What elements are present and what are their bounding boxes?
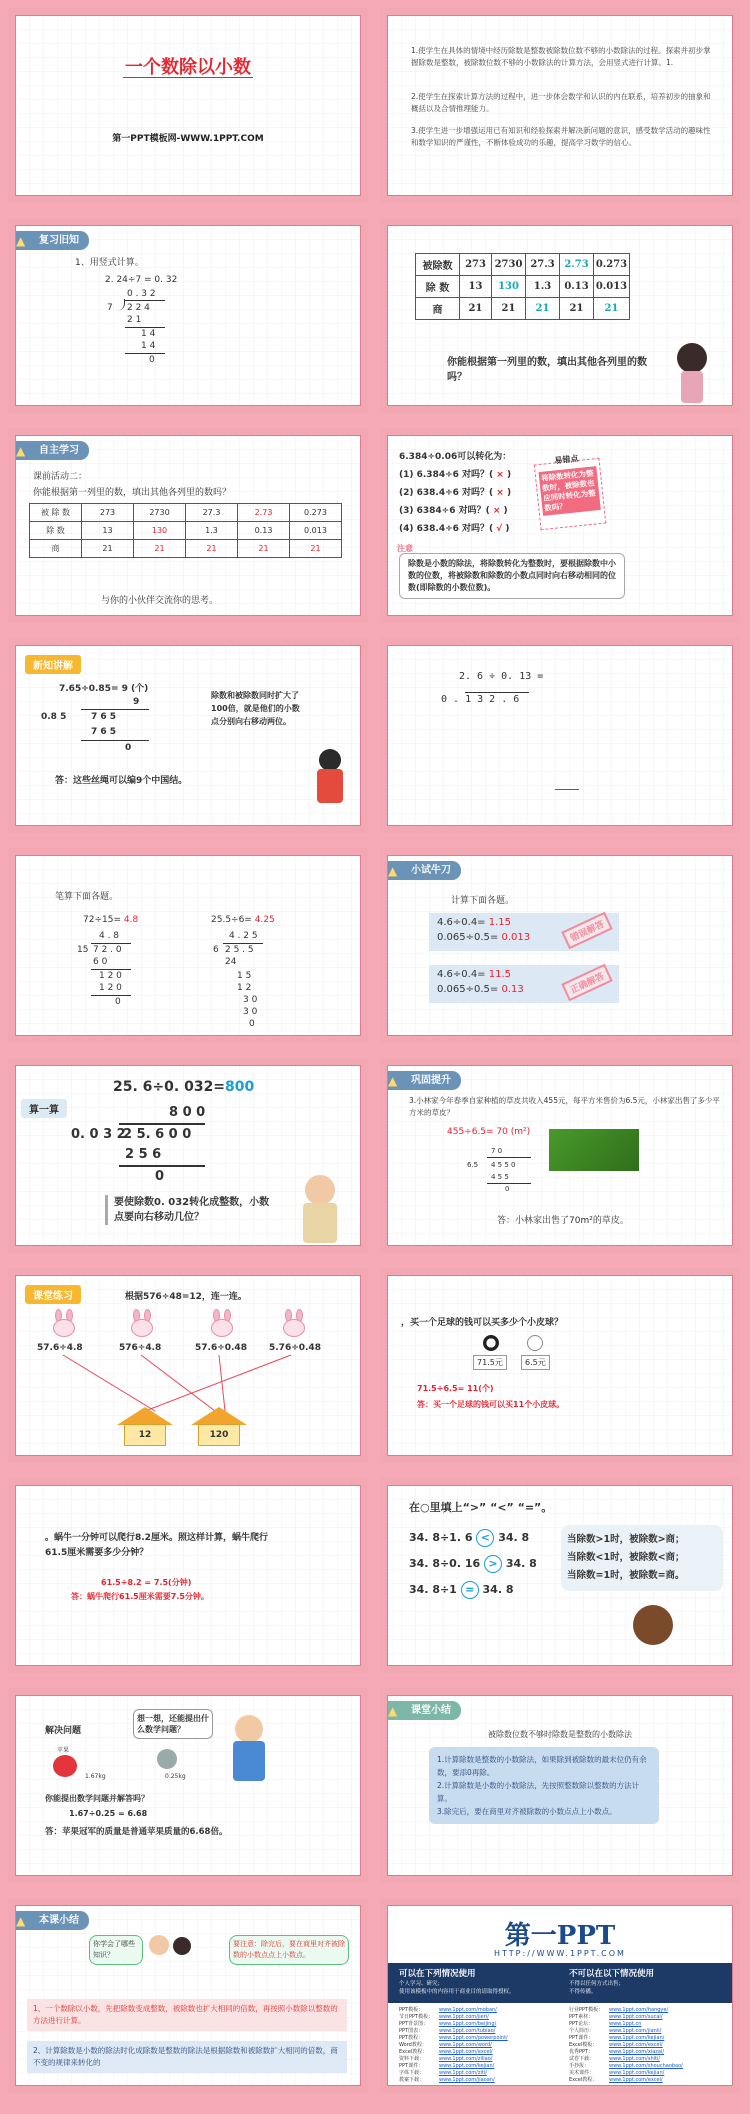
question: 1、用竖式计算。	[75, 258, 144, 268]
divisor: 0.8 5	[41, 712, 67, 722]
dividend: 4 5 5 0	[491, 1161, 516, 1169]
slide-new-knowledge	[8, 638, 368, 833]
quotient: 8 0 0	[169, 1105, 206, 1120]
quotient: 7 0	[491, 1147, 503, 1155]
question: 。蜗牛一分钟可以爬行8.2厘米。照这样计算，蜗牛爬行61.5厘米需要多少分钟？	[45, 1533, 268, 1558]
tip-bubble: 要注意：除完后，要在商里对齐被除数的小数点点上小数点。	[229, 1935, 349, 1965]
product: 7 6 5	[91, 727, 117, 737]
answer: 答：小林家出售了70m²的草皮。	[497, 1216, 629, 1226]
objective-1: 1.使学生在具体的情境中经历除数是整数被除数位数不够的小数除法的过程。探索并初步掌握除数是整数，被除数位数不够的小数除法的计算方法，会用竖式进行计算。1.	[411, 46, 711, 67]
slide-try	[380, 848, 740, 1043]
title-underline	[123, 77, 253, 78]
explanation-bubble: 除数和被除数同时扩大了100倍，就是他们的小数点分别向右移动两位。	[211, 691, 300, 726]
match-lines	[15, 1275, 361, 1456]
link-row[interactable]: 字体下载： www.1ppt.com/ziti/	[399, 2070, 487, 2076]
question-bubble: 你能根据第一列里的数，填出其他各列里的数吗？	[447, 357, 647, 383]
section-header: ▲ 自主学习	[13, 441, 89, 460]
conversion-title: 6.384÷0.06可以转化为：	[399, 452, 512, 462]
slide-conversion	[380, 428, 740, 623]
expr-2: 576÷4.8	[119, 1343, 162, 1353]
slide-objectives	[380, 8, 740, 203]
eq-1: 72÷15= 4.8	[83, 915, 139, 925]
quotient: 4 . 2 5	[229, 931, 258, 941]
point-1: 1、一个数除以小数，先把除数变成整数，被除数也扩大相同的倍数，再按照小数除以整数的方法进行计算。	[27, 1999, 347, 2031]
tip-card: 易错点 将除数转化为整数时，被除数也应同时转化为整数吗？	[534, 458, 607, 531]
step: 6 0	[93, 957, 108, 967]
slide-apple	[8, 1688, 368, 1883]
wrong-stamp: 错误解答	[561, 912, 613, 950]
prompt: 你能提出数学问题并解答吗？	[45, 1794, 149, 1803]
link-row[interactable]: PPT论坛： www.1ppt.cn	[569, 2021, 642, 2027]
remainder: 0	[249, 1019, 255, 1029]
long-division: 0 . 1 3 2 . 6	[441, 694, 520, 705]
section-tag: 课堂练习	[25, 1285, 81, 1304]
house-12: 12	[117, 1407, 173, 1447]
section-title: 解决问题	[45, 1726, 82, 1736]
equation: 25. 6÷0. 032=	[113, 1079, 226, 1095]
girl-illustration	[677, 343, 707, 373]
divisor: 15	[77, 945, 89, 955]
apple-icon	[53, 1755, 77, 1777]
hat-icon: ▲	[16, 1914, 26, 1928]
summary-title: 被除数位数不够时除数是整数的小数除法	[488, 1730, 632, 1739]
link-row[interactable]: Excel模板： www.1ppt.com/excel/	[569, 2042, 663, 2048]
summary-box: 1.计算除数是整数的小数除法，如果除到被除数的最末位仍有余数，要添0再除。 2.计算除数是小数的小数除法，先按照整数除以整数的方法计算。 3.除完后，要在商里对齐被除数的小数点点上小数点。	[429, 1747, 659, 1824]
answer: 答：这些丝绳可以编9个中国结。	[55, 776, 188, 786]
slide-lesson-summary	[8, 1898, 368, 2093]
dividend: 2 5. 6 0 0	[123, 1127, 192, 1142]
step: 1 4	[141, 329, 156, 339]
quotient: 9	[133, 697, 140, 707]
link-row[interactable]: 手抄报： www.1ppt.com/shouchaobao/	[569, 2063, 683, 2069]
section-header: ▲ 本课小结	[13, 1911, 89, 1930]
compare-row-2: 34. 8÷0. 16 > 34. 8	[409, 1555, 537, 1573]
note-box: 除数是小数的除法，将除数转化为整数时，要根据除数中小数的位数，将被除数和除数的小数点同时向右移动相同的位数(即除数的小数位数)。	[399, 553, 625, 599]
rule-box: 当除数>1时，被除数>商； 当除数<1时，被除数<商； 当除数=1时，被除数=商。	[561, 1525, 723, 1591]
ball-price: 6.5元	[521, 1355, 550, 1370]
hat-icon: ▲	[388, 1074, 398, 1088]
quotient: 0 . 3 2	[127, 289, 156, 299]
equation: 71.5÷6.5= 11(个)	[417, 1384, 494, 1393]
link-row[interactable]: PPT素材： www.1ppt.com/sucai/	[569, 2014, 663, 2020]
slide-consolidate	[380, 1058, 740, 1253]
link-row[interactable]: 行业PPT模板： www.1ppt.com/hangye/	[569, 2007, 669, 2013]
answer: 800	[225, 1079, 255, 1095]
equation: 61.5÷8.2 = 7.5(分钟)	[101, 1578, 192, 1587]
remainder: 0	[115, 997, 121, 1007]
step: 2 1	[127, 315, 142, 325]
item-3: (3) 6384÷6 对吗？( × )	[399, 506, 508, 516]
expr-1: 57.6÷4.8	[37, 1343, 83, 1353]
slide-self-study	[8, 428, 368, 623]
football-price: 71.5元	[473, 1355, 507, 1370]
divisor: 7	[107, 303, 113, 313]
remainder: 0	[125, 743, 132, 753]
slide-footer-info	[380, 1898, 740, 2093]
student-illustration	[173, 1937, 191, 1955]
link-row[interactable]: Excel教程： www.1ppt.com/excel/	[399, 2049, 493, 2055]
slide-class-practice	[8, 1268, 368, 1463]
question: 计算下面各题。	[451, 896, 515, 906]
point-2: 2、计算除数是小数的除法时化成除数是整数的除法是根据除数和被除数扩大相同的倍数，商不变的规律来转化的	[27, 2041, 347, 2073]
question: 你能根据第一列里的数，填出其他各列里的数吗？	[33, 488, 232, 498]
hat-icon: ▲	[388, 1704, 398, 1718]
boy-illustration	[319, 749, 341, 771]
slide-summary	[380, 1688, 740, 1883]
step: 1 2 0	[99, 983, 122, 993]
item-2: (2) 638.4÷6 对吗？( × )	[399, 488, 512, 498]
step: 1 2 0	[99, 971, 122, 981]
link-row[interactable]: 节日PPT模板： www.1ppt.com/jieri/	[399, 2014, 489, 2020]
lesson-title: 一个数除以小数	[125, 57, 251, 78]
step: 1 4	[141, 341, 156, 351]
correct-box: 4.6÷0.4= 11.5 0.065÷0.5= 0.13	[429, 965, 619, 1003]
teacher-illustration	[149, 1935, 169, 1955]
remainder: 0	[505, 1185, 510, 1193]
apple-label: 苹果	[57, 1747, 70, 1754]
correct-stamp: 正确解答	[561, 964, 613, 1002]
footer-text: 与你的小伙伴交流你的思考。	[101, 596, 219, 606]
house-120: 120	[191, 1407, 247, 1447]
instruction: 在○里填上“>” “<” “=”。	[409, 1501, 553, 1514]
remainder: 0	[149, 355, 155, 365]
equation: 7.65÷0.85= 9 (个)	[59, 684, 149, 694]
question-bubble: 你学会了哪些知识？	[89, 1935, 143, 1965]
logo: 第一PPT	[504, 1921, 616, 1951]
site-url: HTTP://WWW.1PPT.COM	[494, 1949, 626, 1958]
link-row[interactable]: 优秀PPT： www.1ppt.com/xiazai/	[569, 2049, 665, 2055]
quotient: 4 . 8	[99, 931, 120, 941]
question: ，买一个足球的钱可以买多少个小皮球？	[401, 1318, 564, 1328]
slide-table	[380, 218, 740, 413]
equation: 2. 24÷7 = 0. 32	[105, 275, 178, 285]
link-row[interactable]: PPT课件： www.1ppt.com/kejian/	[569, 2035, 665, 2041]
kid-illustration	[235, 1715, 263, 1743]
link-row[interactable]: Word教程： www.1ppt.com/word/	[399, 2042, 492, 2048]
slide-example	[380, 638, 740, 833]
links-col-1	[399, 2007, 508, 2084]
divisor: 6	[213, 945, 219, 955]
link-row[interactable]: 美术课件： www.1ppt.com/kejian/	[569, 2070, 665, 2076]
grass-photo	[549, 1129, 639, 1171]
hint-bubble: 要使除数0. 032转化成整数，小数点要向右移动几位？	[105, 1195, 275, 1225]
slide-review	[8, 218, 368, 413]
step: 3 0	[243, 995, 258, 1005]
slide-practice-calc	[8, 848, 368, 1043]
link-row[interactable]: PPT课件： www.1ppt.com/kejian/	[399, 2063, 495, 2069]
expr-3: 57.6÷0.48	[195, 1343, 247, 1353]
link-row[interactable]: 试卷下载： www.1ppt.com/shiti/	[569, 2056, 661, 2062]
quotient-table: 被除数 273 2730 27.3 2.73 0.273 除 数 13 130 1.3 0.13 0.013 商 21 21 21 21 21	[415, 253, 630, 320]
link-row[interactable]: Excel教程： www.1ppt.com/excel/	[569, 2077, 663, 2083]
apple-weight-2: 0.25kg	[165, 1773, 186, 1780]
instruction: 根据576÷48=12，连一连。	[125, 1292, 247, 1302]
hat-icon: ▲	[388, 864, 398, 878]
link-row[interactable]: 教案下载： www.1ppt.com/jiaoan/	[399, 2077, 495, 2083]
slide-football	[380, 1268, 740, 1463]
equation: 455÷6.5= 70 (m²)	[447, 1127, 531, 1137]
section-header: ▲ 巩固提升	[385, 1071, 461, 1090]
links-col-2	[569, 2007, 683, 2084]
divisor: 6.5	[467, 1161, 479, 1169]
equation: 2. 6 ÷ 0. 13 =	[459, 671, 544, 682]
slide-calculate	[8, 1058, 368, 1253]
dividend: 7 2 . 0	[93, 945, 122, 955]
link-row[interactable]: PPT教程： www.1ppt.com/powerpoint/	[399, 2035, 508, 2041]
eq-2: 25.5÷6= 4.25	[211, 915, 275, 925]
football-icon	[483, 1335, 499, 1351]
slide-compare	[380, 1478, 740, 1673]
section-tag: 算一算	[21, 1099, 67, 1118]
link-row[interactable]: PPT图表： www.1ppt.com/tubiao/	[399, 2028, 496, 2034]
dividend: 2 2 4	[127, 303, 150, 313]
compare-row-3: 34. 8÷1 = 34. 8	[409, 1581, 514, 1599]
slide-snail	[8, 1478, 368, 1673]
section-header: ▲ 小试牛刀	[385, 861, 461, 880]
subtitle: 第一PPT模板网-WWW.1PPT.COM	[112, 134, 264, 144]
activity-table: 被 除 数 273 2730 27.3 2.73 0.273 除 数 13 130 1.3 0.13 0.013 商 21 21 21 21 21	[29, 503, 342, 558]
dividend: 7 6 5	[91, 712, 117, 722]
item-4: (4) 638.4÷6 对吗？( √ )	[399, 524, 510, 534]
monkey-illustration	[633, 1605, 673, 1645]
question-bubble: 想一想，还能提出什么数学问题？	[133, 1709, 213, 1739]
question: 笔算下面各题。	[55, 892, 119, 902]
dividend: 2 5 . 5	[225, 945, 254, 955]
objective-3: 3.使学生进一步增强运用已有知识和经验探索并解决新问题的意识，感受数学活动的趣味性和数学知识的严谨性，不断体验成功的乐趣，提高学习数学的信心。	[411, 126, 711, 147]
link-row[interactable]: 个人简历： www.1ppt.com/jianli/	[569, 2028, 662, 2034]
ball-icon	[527, 1335, 543, 1351]
answer: 答：蜗牛爬行61.5厘米需要7.5分钟。	[71, 1592, 209, 1601]
product: 2 5 6	[125, 1147, 162, 1162]
usage-band: 可以在下列情况使用 个人学习、研究； 使用该模板中的内容用于商业目的请取得授权。 不可以在以下情况使用 不得以任何方式出售； 不得传播。	[387, 1963, 733, 2003]
step: 1 2	[237, 983, 252, 993]
link-row[interactable]: PPT背景图： www.1ppt.com/beijing/	[399, 2021, 497, 2027]
product: 4 5 5	[491, 1173, 509, 1181]
note-label: 注意	[397, 544, 413, 553]
divisor: 0. 0 3 2	[71, 1127, 126, 1142]
question: 3.小林家今年春季自家种植的草皮共收入455元，每平方米售价为6.5元，小林家出售了多少平方米的草皮？	[409, 1096, 720, 1117]
scout-illustration	[305, 1175, 335, 1205]
section-header: ▲ 课堂小结	[385, 1701, 461, 1720]
section-tag: 新知讲解	[25, 655, 81, 674]
equation: 1.67÷0.25 = 6.68	[69, 1809, 148, 1818]
item-1: (1) 6.384÷6 对吗？( × )	[399, 470, 512, 480]
step: 1 5	[237, 971, 252, 981]
expr-4: 5.76÷0.48	[269, 1343, 321, 1353]
slide-title	[8, 8, 368, 203]
link-row[interactable]: PPT模板： www.1ppt.com/moban/	[399, 2007, 497, 2013]
step: 24	[225, 957, 237, 967]
hat-icon: ▲	[16, 234, 26, 248]
link-row[interactable]: 资料下载： www.1ppt.com/ziliao/	[399, 2056, 493, 2062]
hat-icon: ▲	[16, 444, 26, 458]
wrong-box: 4.6÷0.4= 1.15 0.065÷0.5= 0.013	[429, 913, 619, 951]
answer: 答：苹果冠军的质量是普通苹果质量的6.68倍。	[45, 1827, 228, 1837]
remainder: 0	[155, 1169, 165, 1184]
apple-weight-1: 1.67kg	[85, 1773, 106, 1780]
compare-row-1: 34. 8÷1. 6 < 34. 8	[409, 1529, 529, 1547]
answer: 答：买一个足球的钱可以买11个小皮球。	[417, 1400, 565, 1409]
step: 3 0	[243, 1007, 258, 1017]
section-header: ▲ 复习旧知	[13, 231, 89, 250]
objective-2: 2.使学生在探索计算方法的过程中，进一步体会数学和认识的内在联系，培养初步的抽象和概括以及合情推理能力。	[411, 92, 711, 113]
activity-label: 课前活动二：	[33, 472, 88, 482]
scale-icon	[157, 1749, 177, 1769]
